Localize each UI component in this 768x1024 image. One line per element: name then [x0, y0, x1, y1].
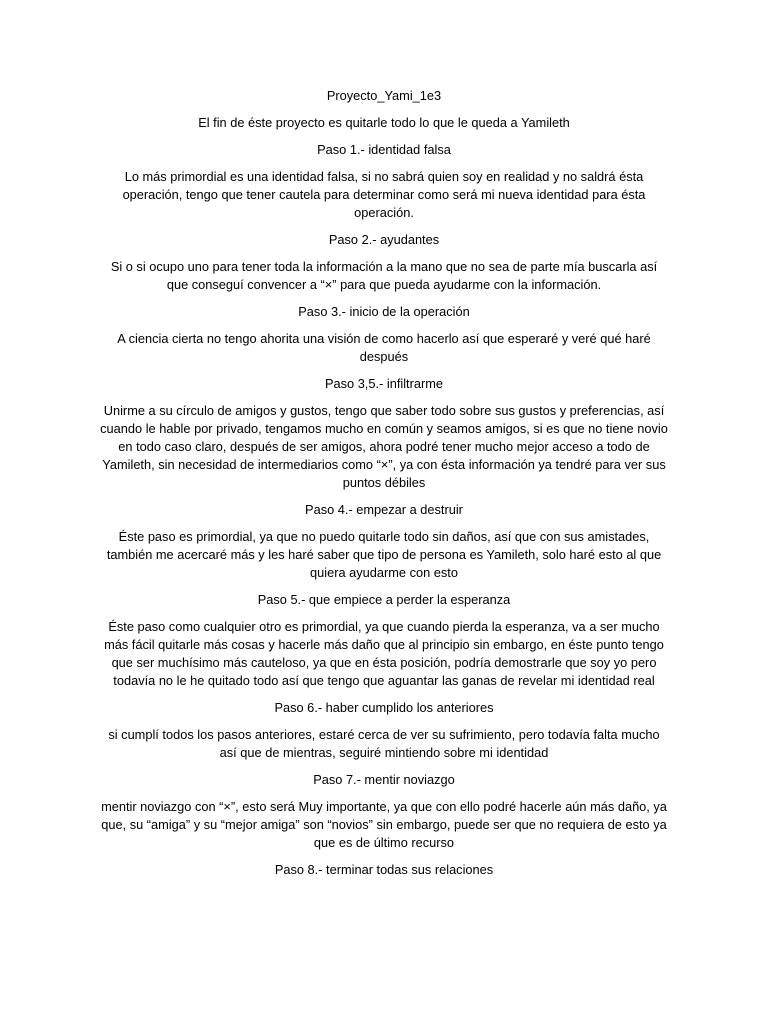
step-2-heading: Paso 2.- ayudantes — [328, 232, 440, 247]
document-page — [100, 87, 668, 888]
step-7-heading: Paso 7.- mentir noviazgo — [313, 772, 455, 787]
step-3-5-heading: Paso 3,5.- infiltrarme — [324, 376, 444, 391]
step-1-body: Lo más primordial es una identidad falsa, si no sabrá quien soy en realidad y no saldrá ésta operación, tengo que tener cautela para determinar como será mi nueva identidad para ésta operación. — [122, 169, 646, 220]
step-4-heading: Paso 4.- empezar a destruir — [305, 502, 463, 517]
step-7-body: mentir noviazgo con “×”, esto será Muy importante, ya que con ello podré hacerle aún más daño, ya que, su “amiga” y su “mejor amiga” son “novios” sin embargo, puede ser que no requiera de esto ya que es de último recurso — [101, 799, 667, 850]
step-3-heading: Paso 3.- inicio de la operación — [298, 304, 470, 319]
step-4-body: Éste paso es primordial, ya que no puedo quitarle todo sin daños, así que con sus amistades, también me acercaré más y les haré saber que tipo de persona es Yamileth, solo haré esto al que quiera ayudarme con esto — [106, 529, 662, 580]
document-title: Proyecto_Yami_1e3 — [326, 88, 442, 103]
step-2-body: Si o si ocupo uno para tener toda la información a la mano que no sea de parte mía buscarla así que conseguí convencer a “×” para que pueda ayudarme con la información. — [110, 259, 658, 292]
step-3-body: A ciencia cierta no tengo ahorita una visión de como hacerlo así que esperaré y veré qué haré después — [117, 331, 651, 364]
step-8-heading: Paso 8.- terminar todas sus relaciones — [274, 862, 494, 877]
step-5-body: Éste paso como cualquier otro es primordial, ya que cuando pierda la esperanza, va a ser mucho más fácil quitarle más cosas y hacerle más daño que al principio sin embargo, en éste punto tengo que ser muchísimo más cauteloso, ya que en ésta posición, podría demostrarle que soy yo pero todavía no le he quitado todo así que tengo que aguantar las ganas de revelar mi identidad real — [104, 619, 664, 688]
step-3-5-body: Unirme a su círculo de amigos y gustos, tengo que saber todo sobre sus gustos y preferencias, así cuando le hable por privado, tengamos mucho en común y seamos amigos, si es que no tiene novio en todo caso claro, después de ser amigos, ahora podré tener mucho mejor acceso a todo de Yamileth, sin necesidad de intermediarios como “×”, ya con ésta información ya tendré para ver sus puntos débiles — [100, 403, 668, 490]
step-5-heading: Paso 5.- que empiece a perder la esperanza — [257, 592, 511, 607]
step-6-body: si cumplí todos los pasos anteriores, estaré cerca de ver su sufrimiento, pero todavía falta mucho así que de mientras, seguiré mintiendo sobre mi identidad — [108, 727, 660, 760]
step-1-heading: Paso 1.- identidad falsa — [317, 142, 451, 157]
step-6-heading: Paso 6.- haber cumplido los anteriores — [274, 700, 494, 715]
document-intro: El fin de éste proyecto es quitarle todo lo que le queda a Yamileth — [198, 115, 570, 130]
